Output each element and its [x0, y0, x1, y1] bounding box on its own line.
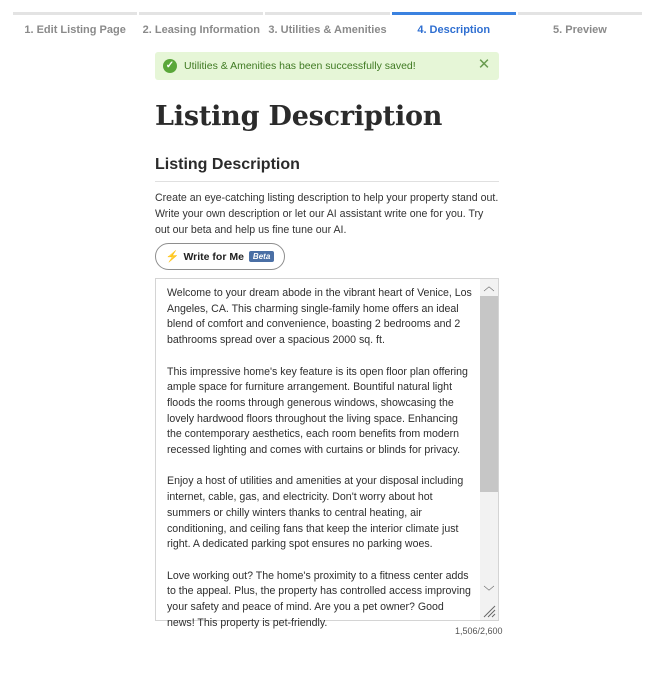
- step-label: 1. Edit Listing Page: [24, 24, 126, 36]
- step-label: 2. Leasing Information: [142, 24, 260, 36]
- step-bar: [518, 12, 642, 15]
- description-textarea[interactable]: [155, 278, 499, 629]
- description-paragraph: Enjoy a host of utilities and amenities at your disposal including internet, cable, gas, and electricity. Don't worry about hot summers or chilly winters thanks to central heating, air conditioning, and ceiling fans that keep the interior climate just right. A dedicated parking spot ensures no parking woes.: [167, 475, 464, 551]
- intro-text: Create an eye-catching listing description to help your property stand out. Write your own description or let our AI assistant write one for you. Try out our beta and help us fine tune our AI.: [155, 192, 499, 236]
- step-utilities-amenities[interactable]: [264, 12, 390, 42]
- success-toast: [155, 52, 499, 80]
- description-paragraph: This impressive home's key feature is its open floor plan offering ample space for furniture arrangement. Bountiful natural light floods the rooms through generous windows, showcasing the lovely hardwood floors throughout the living space. Enhancing the contemporary aesthetics, each room benefits from modern recessed lighting and comes with curtains or blinds for privacy.: [167, 365, 468, 457]
- toast-message: Utilities & Amenities has been successfully saved!: [184, 60, 416, 72]
- scroll-up-icon[interactable]: ︿: [483, 281, 495, 293]
- description-text[interactable]: [167, 286, 473, 647]
- step-bar: [392, 12, 516, 15]
- step-bar: [139, 12, 263, 15]
- write-for-me-label: Write for Me: [183, 250, 244, 263]
- scrollbar-thumb[interactable]: [480, 296, 498, 492]
- scroll-down-icon[interactable]: ﹀: [483, 586, 495, 598]
- description-paragraph: Welcome to your dream abode in the vibrant heart of Venice, Los Angeles, CA. This charming single-family home offers an ideal blend of comfort and convenience, boasting 2 bedrooms and 2 bathrooms spread over a spacious 2000 sq. ft.: [167, 287, 472, 347]
- write-for-me-button[interactable]: [155, 243, 285, 270]
- progress-stepper: [12, 12, 643, 42]
- section-title: Listing Description: [155, 156, 300, 173]
- step-edit-listing-page[interactable]: [12, 12, 138, 42]
- page-title: Listing Description: [155, 101, 443, 132]
- check-circle-icon: ✓: [163, 59, 177, 73]
- resize-handle-icon[interactable]: [482, 604, 496, 618]
- close-icon[interactable]: ✕: [477, 56, 491, 73]
- step-label: 5. Preview: [553, 24, 607, 36]
- step-label: 3. Utilities & Amenities: [268, 24, 387, 36]
- description-paragraph: Love working out? The home's proximity to a fitness center adds to the appeal. Plus, the property has controlled access improving your safety and peace of mind. Are you a pet owner? Good news! This property is pet-friendly.: [167, 569, 471, 629]
- textarea-scrollbar[interactable]: [480, 279, 498, 620]
- beta-badge: Beta: [249, 251, 274, 262]
- section-divider: [155, 181, 499, 182]
- magic-wand-icon: ⚡: [165, 251, 180, 263]
- step-label: 4. Description: [417, 24, 491, 36]
- step-bar: [13, 12, 137, 15]
- step-description[interactable]: [391, 12, 517, 42]
- step-bar: [265, 12, 389, 15]
- character-counter: 1,506/2,600: [455, 626, 503, 636]
- step-leasing-information[interactable]: [138, 12, 264, 42]
- step-preview[interactable]: [517, 12, 643, 42]
